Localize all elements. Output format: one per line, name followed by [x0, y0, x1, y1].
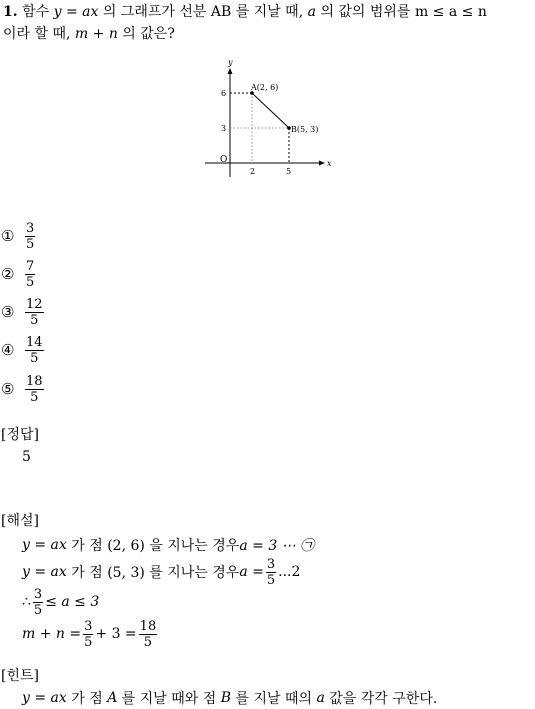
choice-5[interactable] [1, 371, 46, 407]
coordinate-graph [195, 55, 335, 180]
question-text [3, 1, 533, 45]
y-tick-6: 6 [221, 89, 227, 98]
solution-text: 가 점 (2, 6) 을 지나는 경우 [71, 538, 240, 554]
choice-3-mark: ③ [1, 303, 15, 321]
solution-fraction-4a [83, 619, 93, 650]
choice-3-fraction [25, 297, 44, 328]
solution-result-1: a = 3 ⋯ ㉠ [239, 538, 315, 554]
y-axis-arrow [228, 68, 233, 74]
choice-4-denominator: 5 [30, 350, 39, 366]
hint-text-part: 값을 각각 구한다. [329, 691, 438, 707]
solution-result-2-prefix: a = [239, 564, 264, 580]
choice-1-numerator: 3 [26, 220, 35, 236]
question-text-part: 의 값은? [122, 26, 175, 42]
solution-numerator: 3 [33, 586, 43, 602]
hint-function: y = ax [22, 690, 67, 706]
choice-2-denominator: 5 [26, 274, 35, 290]
choice-3-denominator: 5 [30, 312, 39, 328]
point-b-label: B(5, 3) [291, 125, 319, 134]
solution-text: 가 점 (5, 3) 를 지나는 경우 [71, 565, 240, 581]
answer-value: 5 [22, 449, 31, 465]
solution-denominator: 5 [33, 602, 43, 618]
solution-fraction-2 [266, 557, 276, 588]
solution-numerator: 3 [84, 618, 93, 634]
solution-fraction-3 [33, 587, 43, 618]
choice-5-fraction [25, 374, 44, 405]
question-sum: m + n [74, 26, 118, 42]
choice-4[interactable] [1, 332, 46, 368]
solution-result-2-suffix: ...2 [278, 564, 301, 580]
solution-denominator: 5 [266, 572, 276, 588]
choice-2-mark: ② [1, 265, 15, 283]
hint-point-a: A [107, 690, 118, 706]
solution-plus: + 3 = [95, 626, 137, 642]
x-axis-label: x [327, 159, 332, 168]
question-text-part: 함수 [22, 4, 50, 20]
question-range: m ≤ a ≤ n [414, 4, 487, 20]
choice-2[interactable] [1, 256, 37, 292]
hint-text-part: 를 지날 때의 [235, 691, 313, 707]
choice-2-numerator: 7 [26, 258, 35, 274]
choice-5-denominator: 5 [30, 389, 39, 405]
hint-text-part: 를 지날 때와 점 [121, 691, 217, 707]
choice-3[interactable] [1, 294, 46, 330]
hint-variable: a [316, 690, 325, 706]
hint-point-b: B [220, 690, 232, 706]
choice-1-fraction [25, 221, 35, 252]
point-a-label: A(2, 6) [251, 83, 279, 92]
choice-5-mark: ⑤ [1, 380, 15, 398]
question-line-1 [3, 1, 533, 23]
solution-denominator: 5 [84, 634, 93, 650]
question-line-2 [3, 23, 533, 45]
choice-4-mark: ④ [1, 341, 15, 359]
question-text-part: 이라 할 때, [3, 26, 71, 42]
therefore-symbol: ∴ [22, 594, 31, 610]
solution-function: y = ax [22, 537, 67, 553]
solution-fraction-4b [139, 619, 158, 650]
solution-numerator: 18 [139, 618, 157, 634]
solution-line-4 [22, 616, 159, 652]
solution-sum: m + n = [22, 626, 82, 642]
question-function: y = ax [53, 4, 99, 20]
origin-label: O [220, 155, 228, 165]
choice-1[interactable] [1, 218, 37, 254]
solution-inequality: ≤ a ≤ 3 [45, 594, 100, 610]
solution-function: y = ax [22, 564, 67, 580]
hint-text [22, 688, 437, 708]
choice-3-numerator: 12 [26, 296, 43, 312]
x-axis-arrow [319, 161, 325, 166]
choice-2-fraction [25, 259, 35, 290]
choice-1-mark: ① [1, 227, 15, 245]
x-tick-2: 2 [250, 167, 256, 176]
solution-line-3 [22, 584, 99, 620]
solution-numerator: 3 [266, 556, 276, 572]
question-text-part: 의 그래프가 선분 AB 를 지날 때, [102, 4, 304, 20]
answer-label: [정답] [1, 427, 39, 443]
segment-ab [252, 93, 289, 128]
solution-line-1 [22, 534, 314, 556]
question-variable: a [307, 4, 316, 20]
solution-denominator: 5 [143, 634, 153, 650]
y-axis-label: y [228, 58, 233, 67]
hint-text-part: 가 점 [71, 691, 103, 707]
y-tick-3: 3 [221, 124, 227, 133]
question-text-part: 의 값의 범위를 [320, 4, 411, 20]
hint-label: [힌트] [1, 668, 39, 684]
choice-4-fraction [25, 335, 44, 366]
solution-label: [해설] [1, 513, 39, 529]
x-tick-5: 5 [286, 167, 292, 176]
choice-1-denominator: 5 [26, 236, 35, 252]
question-number: 1. [3, 4, 18, 20]
choice-5-numerator: 18 [26, 373, 43, 389]
choice-4-numerator: 14 [26, 334, 43, 350]
